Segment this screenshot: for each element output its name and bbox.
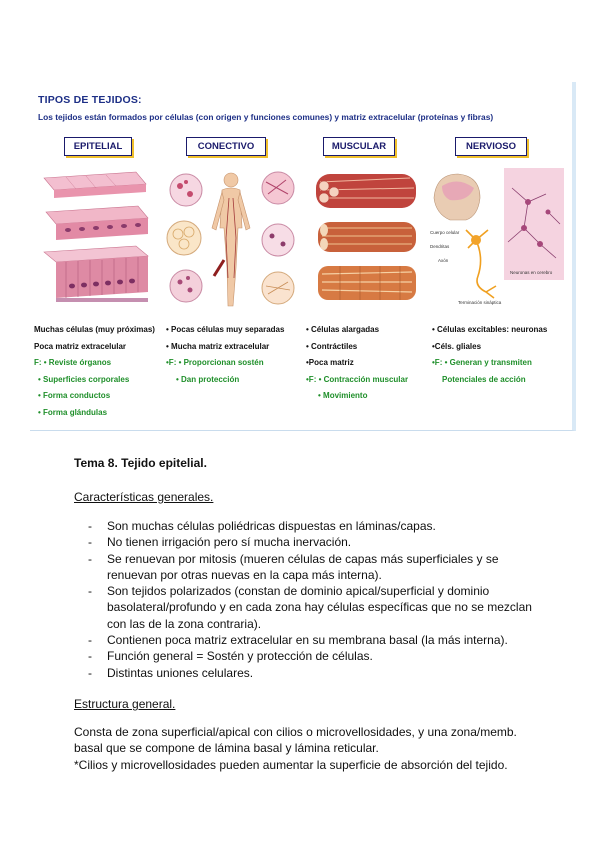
connective-illustration [166,168,296,308]
nervioso-characteristics [432,322,547,388]
label-axon: Axón [438,258,449,263]
line: Poca matriz extracelular [34,341,127,351]
line: • Superficies corporales [38,374,130,384]
structure-paragraph [74,724,544,773]
label-conectivo: CONECTIVO [186,137,266,156]
paragraph-line: *Cilios y microvellosidades pueden aumentar la superficie de absorción del tejido. [74,757,508,772]
line: •F: • Generan y transmiten [432,358,532,367]
dash-mark: - [88,584,92,599]
label-epitelial: EPITELIAL [64,137,132,156]
dash-mark: - [88,649,92,664]
line: •F: • Proporcionan sostén [166,358,264,367]
infographic-subtitle: Los tejidos están formados por células (con origen y funciones comunes) y matriz extracelular (proteínas y fibras) [38,112,494,122]
characteristics-list [88,518,548,681]
epitelial-characteristics [34,322,155,421]
section-heading-general: Características generales. [74,490,214,504]
list-item: - Se renuevan por mitosis (mueren células de capas más superficiales y se renuevan por otras nuevas en la capa más interna). [88,551,499,582]
line: • Células alargadas [306,325,380,334]
label-cell-body: Cuerpo celular [430,230,460,235]
line: • Células excitables: neuronas [432,325,548,334]
line: • Movimiento [318,391,368,400]
conectivo-characteristics [166,322,284,388]
line: Muchas células (muy próximas) [34,325,155,334]
section-heading-structure: Estructura general. [74,697,176,711]
list-item: - Son tejidos polarizados (constan de dominio apical/superficial y dominio basolateral/profundo y en cada zona hay células específicas que no se mezclan con las de la zona contraria). [88,584,532,631]
line: • Mucha matriz extracelular [166,341,270,351]
muscular-illustration [310,168,428,308]
label-nervioso: NERVIOSO [455,137,527,156]
list-item: - No tienen irrigación pero sí mucha inervación. [88,535,352,550]
list-item: - Distintas uniones celulares. [88,665,254,680]
line: • Pocas células muy separadas [166,325,285,334]
list-item: - Son muchas células poliédricas dispuestas en láminas/capas. [88,519,436,533]
label-synaptic-terminal: Terminación sináptica [458,300,502,305]
list-item: - Contienen poca matriz extracelular en su membrana basal (la más interna). [88,633,508,648]
dash-mark: - [88,535,92,550]
label-dendrites: Dendritas [430,244,450,249]
muscular-characteristics [306,322,408,405]
line: • Forma glándulas [38,407,108,417]
line: •Poca matriz [306,358,354,367]
nervous-illustration [428,168,568,308]
line: •F: • Contracción muscular [306,374,409,384]
label-brain-neurons: Neuronas en cerebro [510,270,553,275]
line: • Dan protección [176,374,240,384]
epithelial-illustration [36,168,154,308]
dash-mark: - [88,519,92,533]
paragraph-line: Consta de zona superficial/apical con cilios o microvellosidades, y una zona/memb. basal que se compone de lámina basal y lámina reticular. [74,725,517,756]
infographic-title: TIPOS DE TEJIDOS: [38,94,142,106]
list-item: - Función general = Sostén y protección de células. [88,649,373,664]
dash-mark: - [88,633,92,648]
dash-mark: - [88,551,92,566]
line: •Céls. gliales [432,341,482,351]
line: • Forma conductos [38,391,111,400]
line: • Contráctiles [306,341,358,351]
line: Potenciales de acción [442,374,526,384]
tissue-types-infographic [30,82,576,431]
dash-mark: - [88,665,92,680]
line: F: • Reviste órganos [34,358,112,367]
label-muscular: MUSCULAR [323,137,395,156]
document-title: Tema 8. Tejido epitelial. [74,456,207,470]
